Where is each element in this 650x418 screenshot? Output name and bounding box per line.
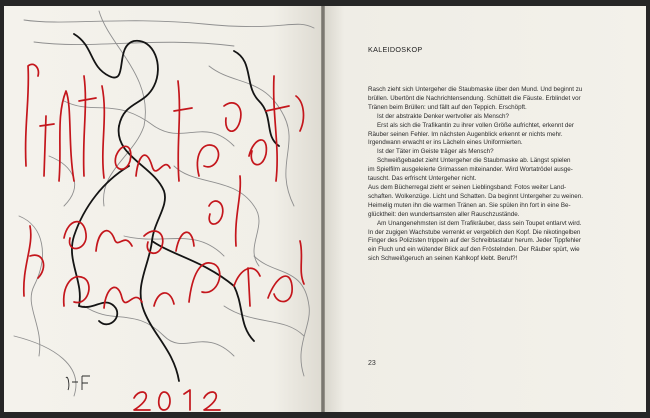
right-page bbox=[325, 6, 646, 412]
ink-drawing bbox=[4, 6, 321, 412]
text-line: ein Fluch und ein wütender Blick auf den Fröstelnden. Der Räuber spürt, wie bbox=[368, 246, 580, 254]
text-line: im Spielfilm ausgeleierte Grimassen miteinander. Wird Wortatrödel ausge- bbox=[368, 166, 573, 174]
body-text bbox=[368, 86, 596, 264]
red-lettering bbox=[24, 64, 304, 308]
text-line: Heimelig muten ihn die warmen Tränen an. Sie spülen ihn fort in eine Be- bbox=[368, 201, 571, 209]
text-line: Rasch zieht sich Untergeher die Staubmaske über den Mund. Und beginnt zu bbox=[368, 86, 583, 93]
text-line: In der zugigen Wachstube verrenkt er vergeblich den Kopf. Die nikotingelben bbox=[368, 228, 581, 236]
text-line: brüllen. Übertönt die Nachrichtensendung. Schüttelt die Fäuste. Erblindet vor bbox=[368, 94, 581, 102]
chapter-title: KALEIDOSKOP bbox=[368, 45, 423, 54]
artwork-year-mark bbox=[134, 390, 220, 410]
page-number: 23 bbox=[368, 360, 376, 367]
text-line: Finger des Polizisten trippeln auf der Schreibtastatur herum. Jeder Tippfehler bbox=[368, 237, 581, 245]
text-line: Ist der Täter im Geiste träger als Mensch? bbox=[377, 148, 494, 156]
text-line: Erst als sich die Trafikantin zu ihrer vollen Größe aufrichtet, erkennt der bbox=[377, 121, 574, 129]
text-line: Irgendwann erwacht er ins Lächeln eines Uniformierten. bbox=[368, 139, 523, 147]
text-line: Tränen beim Brüllen: und fällt auf den Teppich. Erschöpft. bbox=[368, 103, 527, 111]
text-line: tauscht. Das erfrischt Untergeher nicht. bbox=[368, 175, 477, 183]
text-line: Räuber seinen Fehler. Im nächsten Augenblick erkennt er nichts mehr. bbox=[368, 130, 563, 138]
text-line: Schweißgebadet zieht Untergeher die Staubmaske ab. Längst spielen bbox=[377, 157, 571, 165]
text-line: schaften. Wolkenzüge. Licht und Schatten. Da beginnt Untergeher zu weinen. bbox=[368, 192, 583, 200]
left-page bbox=[4, 6, 321, 412]
artist-signature-mark bbox=[66, 376, 90, 390]
text-line: glücktheit: den wundertsamsten aller Rauschzustände. bbox=[368, 210, 520, 218]
black-figure bbox=[72, 34, 279, 381]
text-line: Am Unangenehmsten ist dem Trafikräuber, dass sein Toupet entlarvt wird. bbox=[377, 219, 582, 227]
text-line: sich Schweißgeruch an seinen Kahlkopf klebt. Beruf?! bbox=[368, 255, 518, 263]
text-line: Ist der abstrakte Denker wertvoller als Mensch? bbox=[377, 112, 509, 120]
text-line: Aus dem Bücherregal zieht er seinen Lieblingsband: Fotos weiter Land- bbox=[368, 183, 567, 191]
